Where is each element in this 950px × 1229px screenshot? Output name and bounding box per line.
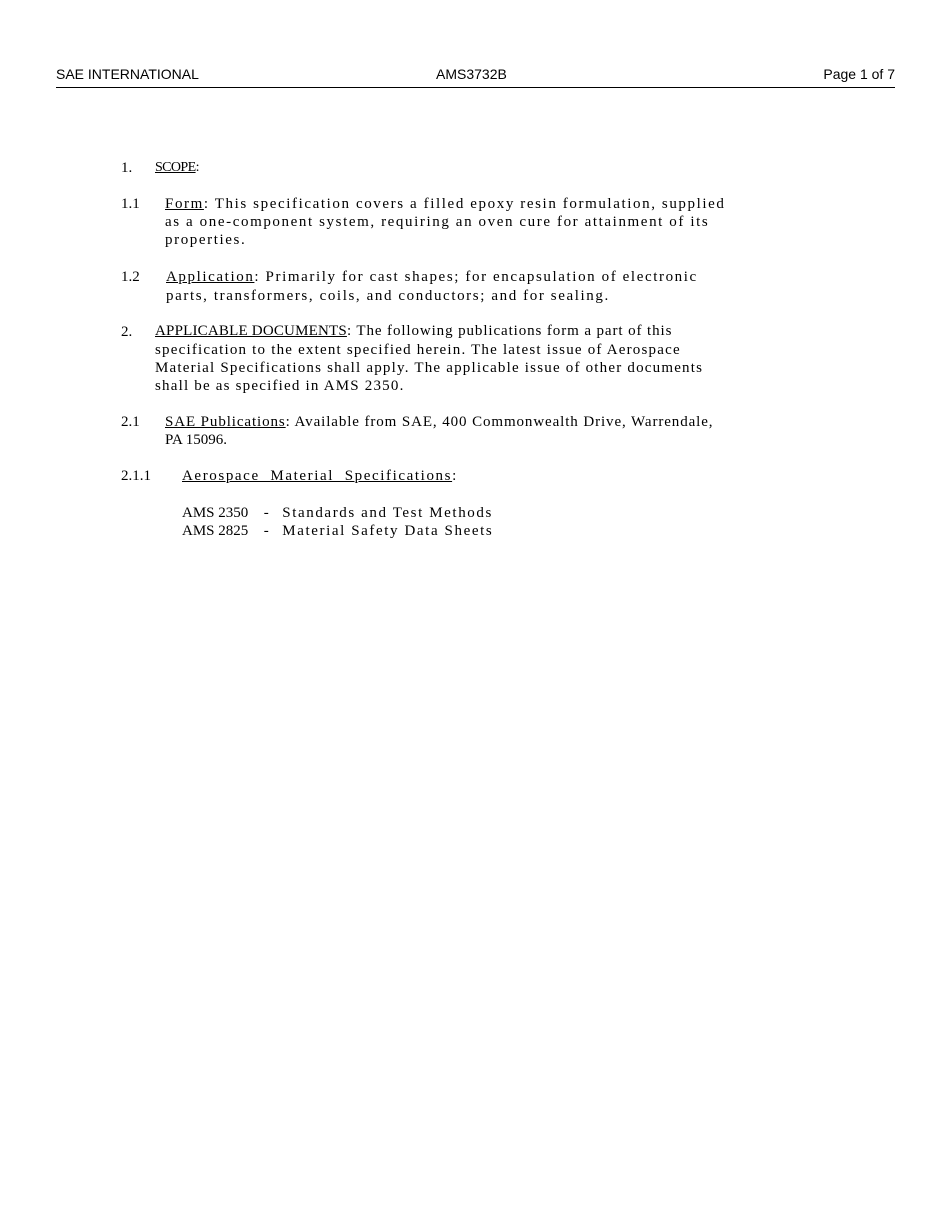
section-1-heading xyxy=(155,159,199,177)
section-2-1-1-suffix: : xyxy=(452,468,458,484)
section-1-2-line-1: Application: Primarily for cast shapes; for encapsulation of electronic xyxy=(166,269,698,285)
section-1-1-line-2: as a one-component system, requiring an oven cure for attainment of its xyxy=(165,214,710,230)
ams-list-item xyxy=(182,522,493,540)
section-1-2-title: Application xyxy=(166,269,255,285)
ams-separator: - xyxy=(263,505,269,521)
section-2-line-2: specification to the extent specified herein. The latest issue of Aerospace xyxy=(155,342,681,358)
section-2-1-line-2: PA 15096. xyxy=(165,432,227,448)
section-1-1-line-3: properties. xyxy=(165,232,247,248)
section-2-line-1: APPLICABLE DOCUMENTS: The following publications form a part of this xyxy=(155,323,673,339)
ams-description: Material Safety Data Sheets xyxy=(282,523,494,539)
ams-code: AMS 2825 xyxy=(182,523,249,539)
section-1-2-number: 1.2 xyxy=(121,269,140,285)
ams-list-item xyxy=(182,504,493,522)
section-1-1-line-1: Form: This specification covers a filled epoxy resin formulation, supplied xyxy=(165,196,726,212)
section-2-title: APPLICABLE DOCUMENTS xyxy=(155,323,347,339)
section-1-2-line-2: parts, transformers, coils, and conductors; and for sealing. xyxy=(166,288,610,304)
ams-code: AMS 2350 xyxy=(182,505,249,521)
section-2-line-3: Material Specifications shall apply. The applicable issue of other documents xyxy=(155,360,704,376)
section-1-1-number: 1.1 xyxy=(121,196,140,212)
section-2-1-number: 2.1 xyxy=(121,414,140,430)
header-organization: SAE INTERNATIONAL xyxy=(56,66,199,82)
section-1-suffix: : xyxy=(195,160,199,175)
header-document-number: AMS3732B xyxy=(436,66,507,82)
page-header xyxy=(56,66,895,88)
header-page-number: Page 1 of 7 xyxy=(823,66,895,82)
section-1-title: SCOPE xyxy=(155,160,196,175)
section-2-1-line-1: SAE Publications: Available from SAE, 400 Commonwealth Drive, Warrendale, xyxy=(165,414,714,430)
section-1-number: 1. xyxy=(121,160,133,176)
ams-description: Standards and Test Methods xyxy=(282,505,493,521)
section-2-1-title: SAE Publications xyxy=(165,414,286,430)
ams-separator: - xyxy=(263,523,269,539)
section-1-1-title: Form xyxy=(165,196,204,212)
section-2-line-4: shall be as specified in AMS 2350. xyxy=(155,378,405,394)
section-2-number: 2. xyxy=(121,324,133,340)
section-2-1-1-title: Aerospace Material Specifications xyxy=(182,468,453,484)
section-2-1-1-number: 2.1.1 xyxy=(121,468,151,484)
section-2-1-1-heading xyxy=(182,467,458,485)
